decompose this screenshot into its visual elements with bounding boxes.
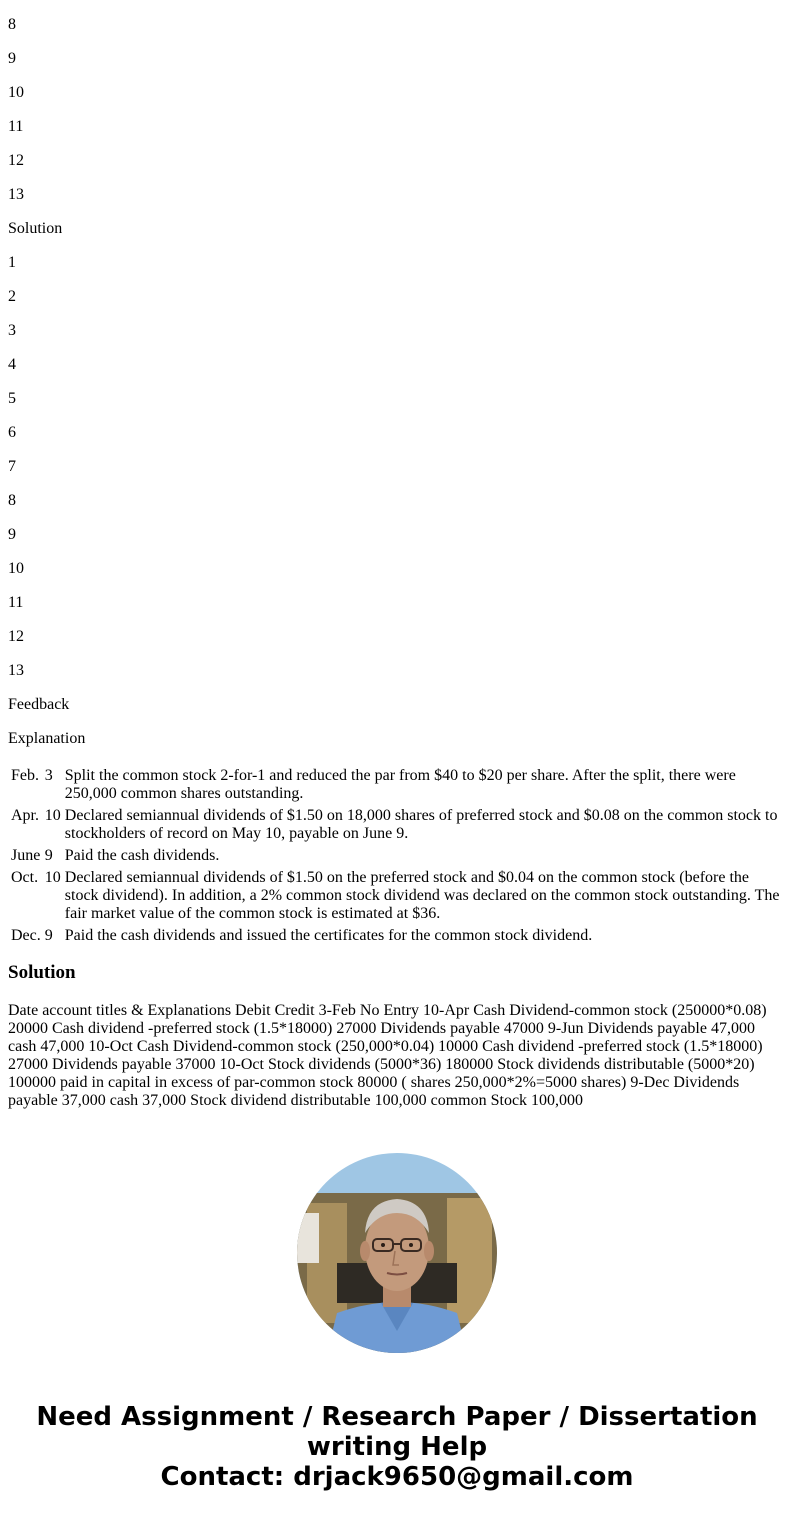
step-number: 12 (8, 152, 24, 169)
table-row (10, 766, 784, 804)
table-row (10, 926, 784, 946)
solution-step-number: 11 (8, 594, 24, 611)
solution-step-number: 4 (8, 356, 16, 373)
transaction-text: Declared semiannual dividends of $1.50 on 18,000 shares of preferred stock and $0.08 on the common stock to stockholders of record on May 10, payable on June 9. (64, 807, 778, 842)
solution-heading: Solution (8, 962, 76, 983)
transaction-month: June (11, 847, 41, 864)
solution-step-number: 8 (8, 492, 16, 509)
promo-line: Need Assignment / Research Paper / Dissertation (36, 1402, 758, 1432)
transactions-table (8, 764, 786, 948)
promo-line: writing Help (306, 1432, 488, 1462)
solution-step-number: 2 (8, 288, 16, 305)
step-number: 10 (8, 84, 24, 101)
step-number: 13 (8, 186, 24, 203)
transaction-text: Declared semiannual dividends of $1.50 on the preferred stock and $0.04 on the common stock (before the stock dividend). In addition, a 2% common stock dividend was declared on the common stock outstanding. The fair market value of the common stock is estimated at $36. (64, 869, 780, 922)
transaction-month: Feb. (11, 767, 39, 784)
transaction-day: 10 (44, 869, 61, 886)
solution-step-number: 3 (8, 322, 16, 339)
transaction-month: Apr. (11, 807, 39, 824)
solution-step-number: 7 (8, 458, 16, 475)
solution-label: Solution (8, 220, 63, 237)
solution-step-number: 10 (8, 560, 24, 577)
avatar (297, 1153, 497, 1353)
step-number: 11 (8, 118, 24, 135)
step-number: 9 (8, 50, 16, 67)
explanation-label: Explanation (8, 730, 86, 747)
transaction-month: Dec. (11, 927, 41, 944)
solution-step-number: 1 (8, 254, 16, 271)
promo-contact: Contact: drjack9650@gmail.com (160, 1462, 634, 1492)
transaction-month: Oct. (11, 869, 39, 886)
solution-text: Date account titles & Explanations Debit Credit 3-Feb No Entry 10-Apr Cash Dividend-common stock (250000*0.08) 20000 Cash dividend -preferred stock (1.5*18000) 27000 Dividends payable 47000 9-Jun Dividends payable 47,000 cash 47,000 10-Oct Cash Dividend-common stock (250,000*0.04) 10000 Cash dividend -preferred stock (1.5*18000) 27000 Dividends payable 37000 10-Oct Stock dividends (5000*36) 180000 Stock dividends distributable (5000*20) 100000 paid in capital in excess of par-common stock 80000 ( shares 250,000*2%=5000 shares) 9-Dec Dividends payable 37,000 cash 37,000 Stock dividend distributable 100,000 common Stock 100,000 (8, 1002, 767, 1109)
transaction-day: 3 (44, 767, 53, 784)
portrait-image (297, 1153, 497, 1353)
solution-step-number: 9 (8, 526, 16, 543)
transaction-day: 9 (44, 847, 53, 864)
table-row (10, 868, 784, 924)
feedback-label: Feedback (8, 696, 70, 713)
table-row (10, 806, 784, 844)
solution-step-number: 13 (8, 662, 24, 679)
table-row (10, 846, 784, 866)
transaction-text: Paid the cash dividends and issued the certificates for the common stock dividend. (64, 927, 593, 944)
transaction-text: Paid the cash dividends. (64, 847, 220, 864)
solution-step-number: 12 (8, 628, 24, 645)
solution-step-number: 5 (8, 390, 16, 407)
solution-step-number: 6 (8, 424, 16, 441)
transaction-day: 9 (44, 927, 53, 944)
transaction-day: 10 (44, 807, 61, 824)
transaction-text: Split the common stock 2-for-1 and reduced the par from $40 to $20 per share. After the split, there were 250,000 common shares outstanding. (64, 767, 736, 802)
step-number: 8 (8, 16, 16, 33)
promo-banner (0, 1402, 794, 1492)
